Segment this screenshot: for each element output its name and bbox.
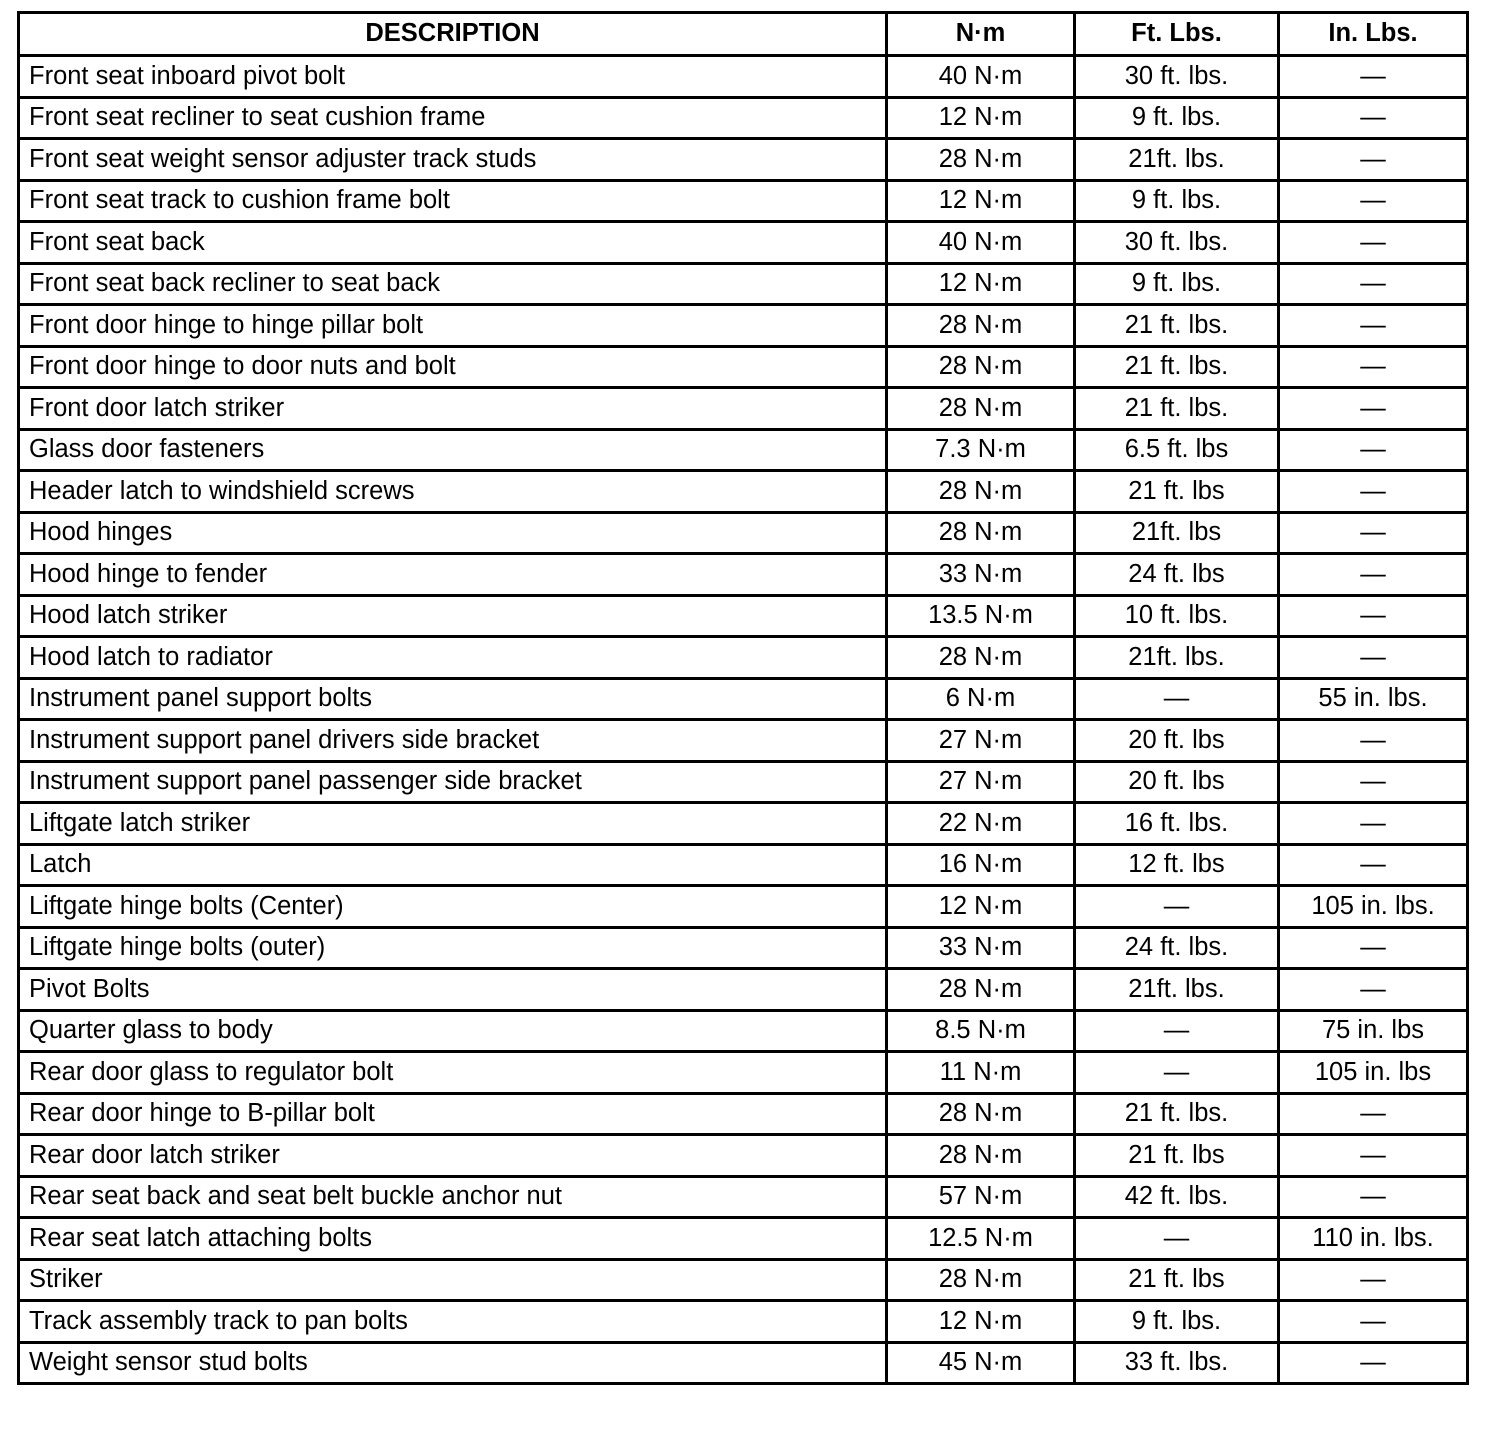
header-description: DESCRIPTION: [19, 13, 887, 56]
cell-nm: 28 N·m: [887, 1093, 1075, 1135]
cell-description: Weight sensor stud bolts: [19, 1342, 887, 1384]
cell-nm: 12.5 N·m: [887, 1218, 1075, 1260]
cell-in-lbs: 105 in. lbs: [1279, 1052, 1468, 1094]
table-row: [19, 263, 1468, 305]
cell-in-lbs: 110 in. lbs.: [1279, 1218, 1468, 1260]
table-row: [19, 139, 1468, 181]
table-row: [19, 1093, 1468, 1135]
cell-nm: 33 N·m: [887, 927, 1075, 969]
cell-description: Rear seat back and seat belt buckle anchor nut: [19, 1176, 887, 1218]
table-row: [19, 1218, 1468, 1260]
cell-description: Instrument support panel passenger side bracket: [19, 761, 887, 803]
cell-description: Front seat track to cushion frame bolt: [19, 180, 887, 222]
table-row: [19, 720, 1468, 762]
cell-description: Rear seat latch attaching bolts: [19, 1218, 887, 1260]
cell-ft-lbs: 20 ft. lbs: [1075, 720, 1279, 762]
table-row: [19, 595, 1468, 637]
cell-nm: 22 N·m: [887, 803, 1075, 845]
cell-in-lbs: —: [1279, 56, 1468, 98]
table-row: [19, 1010, 1468, 1052]
cell-description: Rear door glass to regulator bolt: [19, 1052, 887, 1094]
cell-in-lbs: —: [1279, 803, 1468, 845]
cell-in-lbs: —: [1279, 471, 1468, 513]
cell-nm: 40 N·m: [887, 222, 1075, 264]
cell-in-lbs: —: [1279, 97, 1468, 139]
cell-nm: 7.3 N·m: [887, 429, 1075, 471]
cell-description: Liftgate hinge bolts (Center): [19, 886, 887, 928]
cell-description: Front seat inboard pivot bolt: [19, 56, 887, 98]
cell-description: Header latch to windshield screws: [19, 471, 887, 513]
cell-nm: 8.5 N·m: [887, 1010, 1075, 1052]
cell-description: Hood latch striker: [19, 595, 887, 637]
header-ft-lbs: Ft. Lbs.: [1075, 13, 1279, 56]
cell-description: Liftgate latch striker: [19, 803, 887, 845]
table-row: [19, 1342, 1468, 1384]
cell-description: Instrument support panel drivers side bracket: [19, 720, 887, 762]
table-row: [19, 180, 1468, 222]
table-row: [19, 1301, 1468, 1343]
table-row: [19, 927, 1468, 969]
table-row: [19, 429, 1468, 471]
cell-in-lbs: —: [1279, 180, 1468, 222]
cell-description: Glass door fasteners: [19, 429, 887, 471]
cell-in-lbs: —: [1279, 222, 1468, 264]
table-row: [19, 554, 1468, 596]
cell-in-lbs: —: [1279, 1342, 1468, 1384]
cell-ft-lbs: —: [1075, 1218, 1279, 1260]
cell-description: Rear door hinge to B-pillar bolt: [19, 1093, 887, 1135]
cell-nm: 13.5 N·m: [887, 595, 1075, 637]
cell-ft-lbs: 6.5 ft. lbs: [1075, 429, 1279, 471]
table-row: [19, 346, 1468, 388]
table-row: [19, 969, 1468, 1011]
cell-ft-lbs: —: [1075, 1052, 1279, 1094]
cell-nm: 12 N·m: [887, 1301, 1075, 1343]
cell-in-lbs: —: [1279, 844, 1468, 886]
cell-ft-lbs: 21 ft. lbs: [1075, 1135, 1279, 1177]
cell-nm: 28 N·m: [887, 1259, 1075, 1301]
table-row: [19, 222, 1468, 264]
cell-in-lbs: —: [1279, 388, 1468, 430]
table-row: [19, 844, 1468, 886]
table-header: [19, 13, 1468, 56]
cell-ft-lbs: 9 ft. lbs.: [1075, 1301, 1279, 1343]
cell-in-lbs: —: [1279, 1176, 1468, 1218]
cell-in-lbs: —: [1279, 1259, 1468, 1301]
cell-description: Rear door latch striker: [19, 1135, 887, 1177]
cell-nm: 28 N·m: [887, 1135, 1075, 1177]
cell-ft-lbs: 21 ft. lbs.: [1075, 1093, 1279, 1135]
cell-in-lbs: —: [1279, 761, 1468, 803]
cell-nm: 57 N·m: [887, 1176, 1075, 1218]
cell-nm: 11 N·m: [887, 1052, 1075, 1094]
cell-ft-lbs: 21ft. lbs.: [1075, 969, 1279, 1011]
cell-ft-lbs: 9 ft. lbs.: [1075, 180, 1279, 222]
cell-in-lbs: —: [1279, 1135, 1468, 1177]
table-body: [19, 56, 1468, 1384]
cell-description: Hood latch to radiator: [19, 637, 887, 679]
table-row: [19, 1176, 1468, 1218]
table-row: [19, 803, 1468, 845]
cell-nm: 12 N·m: [887, 263, 1075, 305]
header-nm: N·m: [887, 13, 1075, 56]
cell-in-lbs: —: [1279, 1301, 1468, 1343]
table-row: [19, 97, 1468, 139]
cell-ft-lbs: 21 ft. lbs.: [1075, 305, 1279, 347]
cell-nm: 12 N·m: [887, 97, 1075, 139]
table-row: [19, 637, 1468, 679]
cell-ft-lbs: 21ft. lbs: [1075, 512, 1279, 554]
cell-description: Striker: [19, 1259, 887, 1301]
cell-in-lbs: 75 in. lbs: [1279, 1010, 1468, 1052]
table-row: [19, 678, 1468, 720]
cell-ft-lbs: 42 ft. lbs.: [1075, 1176, 1279, 1218]
cell-nm: 27 N·m: [887, 720, 1075, 762]
cell-ft-lbs: 20 ft. lbs: [1075, 761, 1279, 803]
cell-ft-lbs: —: [1075, 886, 1279, 928]
cell-ft-lbs: 16 ft. lbs.: [1075, 803, 1279, 845]
cell-nm: 28 N·m: [887, 346, 1075, 388]
cell-nm: 28 N·m: [887, 471, 1075, 513]
cell-description: Latch: [19, 844, 887, 886]
cell-description: Quarter glass to body: [19, 1010, 887, 1052]
cell-description: Pivot Bolts: [19, 969, 887, 1011]
cell-in-lbs: —: [1279, 305, 1468, 347]
cell-description: Front seat recliner to seat cushion frame: [19, 97, 887, 139]
cell-nm: 16 N·m: [887, 844, 1075, 886]
cell-ft-lbs: 24 ft. lbs.: [1075, 927, 1279, 969]
cell-nm: 28 N·m: [887, 305, 1075, 347]
cell-description: Track assembly track to pan bolts: [19, 1301, 887, 1343]
cell-in-lbs: —: [1279, 720, 1468, 762]
cell-nm: 28 N·m: [887, 637, 1075, 679]
cell-ft-lbs: 30 ft. lbs.: [1075, 222, 1279, 264]
cell-in-lbs: —: [1279, 554, 1468, 596]
cell-description: Front door latch striker: [19, 388, 887, 430]
cell-description: Front seat back recliner to seat back: [19, 263, 887, 305]
cell-nm: 28 N·m: [887, 969, 1075, 1011]
cell-nm: 28 N·m: [887, 388, 1075, 430]
cell-nm: 12 N·m: [887, 180, 1075, 222]
table-row: [19, 886, 1468, 928]
cell-description: Instrument panel support bolts: [19, 678, 887, 720]
cell-ft-lbs: 33 ft. lbs.: [1075, 1342, 1279, 1384]
cell-nm: 12 N·m: [887, 886, 1075, 928]
cell-in-lbs: —: [1279, 595, 1468, 637]
cell-ft-lbs: —: [1075, 1010, 1279, 1052]
table-row: [19, 56, 1468, 98]
cell-description: Front door hinge to hinge pillar bolt: [19, 305, 887, 347]
table-row: [19, 761, 1468, 803]
table-row: [19, 1135, 1468, 1177]
cell-in-lbs: 105 in. lbs.: [1279, 886, 1468, 928]
cell-in-lbs: —: [1279, 637, 1468, 679]
cell-ft-lbs: 9 ft. lbs.: [1075, 263, 1279, 305]
cell-ft-lbs: 30 ft. lbs.: [1075, 56, 1279, 98]
header-row: [19, 13, 1468, 56]
cell-in-lbs: —: [1279, 263, 1468, 305]
cell-in-lbs: —: [1279, 927, 1468, 969]
cell-nm: 6 N·m: [887, 678, 1075, 720]
table-row: [19, 512, 1468, 554]
cell-ft-lbs: 21 ft. lbs.: [1075, 346, 1279, 388]
cell-nm: 28 N·m: [887, 512, 1075, 554]
table-row: [19, 1052, 1468, 1094]
cell-ft-lbs: 24 ft. lbs: [1075, 554, 1279, 596]
table-row: [19, 1259, 1468, 1301]
header-in-lbs: In. Lbs.: [1279, 13, 1468, 56]
cell-ft-lbs: 21ft. lbs.: [1075, 139, 1279, 181]
cell-ft-lbs: 9 ft. lbs.: [1075, 97, 1279, 139]
cell-nm: 45 N·m: [887, 1342, 1075, 1384]
cell-nm: 28 N·m: [887, 139, 1075, 181]
cell-ft-lbs: —: [1075, 678, 1279, 720]
cell-ft-lbs: 12 ft. lbs: [1075, 844, 1279, 886]
cell-in-lbs: —: [1279, 969, 1468, 1011]
cell-ft-lbs: 21 ft. lbs: [1075, 471, 1279, 513]
table-row: [19, 471, 1468, 513]
cell-ft-lbs: 21 ft. lbs: [1075, 1259, 1279, 1301]
cell-nm: 40 N·m: [887, 56, 1075, 98]
table-row: [19, 305, 1468, 347]
cell-ft-lbs: 21 ft. lbs.: [1075, 388, 1279, 430]
cell-description: Front door hinge to door nuts and bolt: [19, 346, 887, 388]
cell-in-lbs: —: [1279, 139, 1468, 181]
cell-nm: 33 N·m: [887, 554, 1075, 596]
cell-description: Front seat weight sensor adjuster track studs: [19, 139, 887, 181]
cell-in-lbs: —: [1279, 1093, 1468, 1135]
table-row: [19, 388, 1468, 430]
cell-nm: 27 N·m: [887, 761, 1075, 803]
cell-in-lbs: 55 in. lbs.: [1279, 678, 1468, 720]
cell-description: Hood hinges: [19, 512, 887, 554]
cell-ft-lbs: 10 ft. lbs.: [1075, 595, 1279, 637]
cell-description: Front seat back: [19, 222, 887, 264]
torque-specification-table: [17, 11, 1469, 1385]
cell-description: Liftgate hinge bolts (outer): [19, 927, 887, 969]
cell-in-lbs: —: [1279, 346, 1468, 388]
cell-in-lbs: —: [1279, 429, 1468, 471]
cell-in-lbs: —: [1279, 512, 1468, 554]
cell-ft-lbs: 21ft. lbs.: [1075, 637, 1279, 679]
cell-description: Hood hinge to fender: [19, 554, 887, 596]
